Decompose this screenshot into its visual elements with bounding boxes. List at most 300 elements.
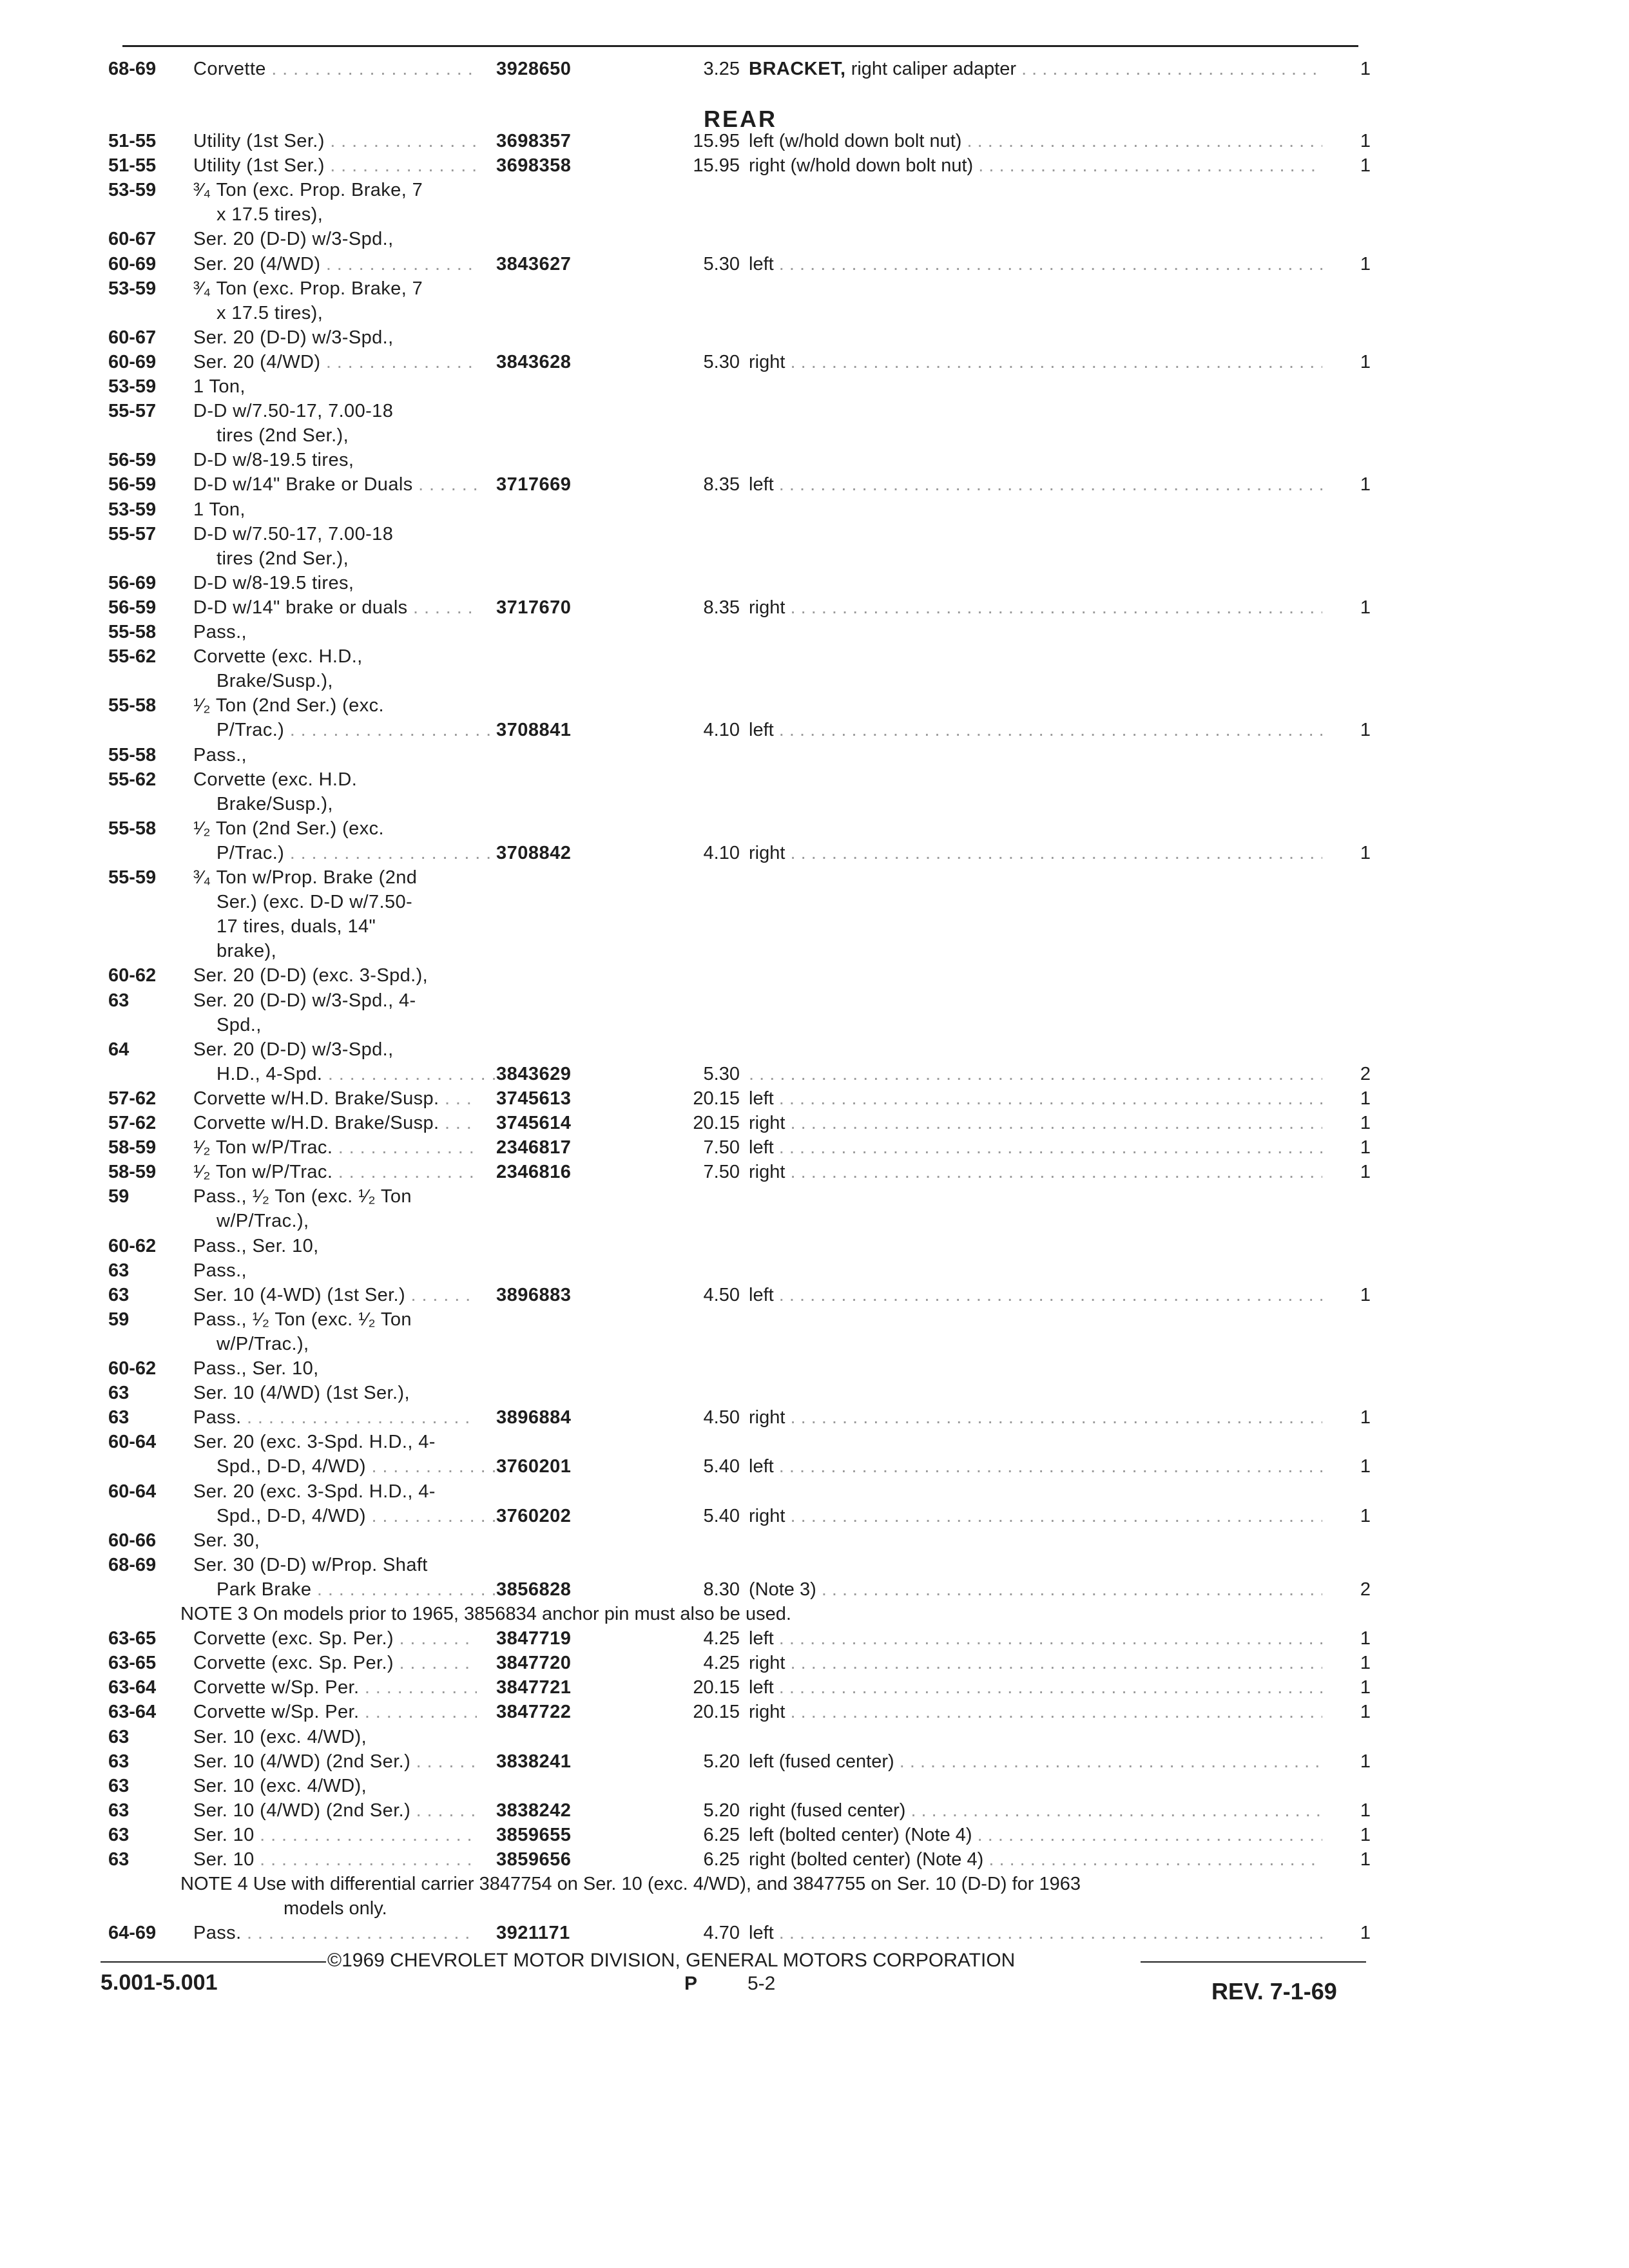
model-cell: Ser. 20 (4/WD) . . . [193,252,477,276]
model-cell: Utility (1st Ser.) . . . [193,153,477,178]
years-cell: 57-62 [108,1113,157,1133]
description-cell: right (w/hold down bolt nut) . . . [749,153,1322,178]
table-row [0,1504,1629,1530]
years-cell: 55-59 [108,867,157,888]
footer-rule-right [1141,1961,1366,1963]
table-row [0,1651,1629,1677]
model-cell: Ser. 20 (D-D) (exc. 3-Spd.), [193,965,429,986]
table-row [0,816,1629,842]
model-cell: Ser. 20 (exc. 3-Spd. H.D., 4- [193,1432,436,1452]
years-cell: 51-55 [108,131,157,151]
table-row [0,1749,1629,1775]
table-row [0,669,1629,695]
table-row [0,1528,1629,1554]
years-cell: 63-65 [108,1628,157,1649]
price-cell: 5.30 [703,1064,740,1084]
model-cell: ¹⁄₂ Ton (2nd Ser.) (exc. [193,818,384,839]
table-row [0,1283,1629,1309]
model-cell: H.D., 4-Spd. . . . [217,1062,500,1086]
years-cell: 55-57 [108,401,157,421]
price-cell: 20.15 [693,1113,740,1133]
model-cell: tires (2nd Ser.), [217,425,349,446]
price-cell: 8.35 [703,474,740,495]
quantity-cell: 1 [1360,474,1371,495]
years-cell: 53-59 [108,180,157,200]
years-cell: 63-64 [108,1702,157,1722]
years-cell: 59 [108,1309,130,1330]
years-cell: 55-57 [108,524,157,544]
years-cell: 58-59 [108,1137,157,1158]
description-cell: right . . . [749,1405,1322,1430]
model-cell: Spd., D-D, 4/WD) . . . [217,1504,500,1528]
table-row [0,1454,1629,1480]
price-cell: 20.15 [693,1702,740,1722]
description-cell: left . . . [749,1086,1322,1111]
quantity-cell: 1 [1360,1653,1371,1673]
quantity-cell: 1 [1360,1162,1371,1182]
part-number-cell: 3847721 [496,1677,572,1698]
model-cell: Ser. 10 (4/WD) (2nd Ser.) . . . [193,1749,477,1774]
table-row [0,1847,1629,1873]
model-cell: Corvette w/Sp. Per. . . . [193,1700,477,1724]
table-row [0,841,1629,867]
model-cell: ³⁄₄ Ton (exc. Prop. Brake, 7 [193,278,423,299]
years-cell: 55-58 [108,745,157,765]
part-number-cell: 3717670 [496,597,572,618]
table-row [0,571,1629,597]
part-number-cell: 3921171 [496,1923,570,1943]
table-row [0,1209,1629,1235]
part-number-cell: 3708842 [496,843,572,863]
price-cell: 5.30 [703,352,740,372]
table-row [0,1774,1629,1800]
table-row [0,472,1629,498]
description-cell: left (fused center) . . . [749,1749,1322,1774]
model-cell: Pass., ¹⁄₂ Ton (exc. ¹⁄₂ Ton [193,1186,412,1207]
model-cell: w/P/Trac.), [217,1334,309,1354]
model-cell: Ser. 20 (D-D) w/3-Spd., [193,229,394,249]
model-cell: ³⁄₄ Ton w/Prop. Brake (2nd [193,867,418,888]
table-row [0,890,1629,916]
model-cell: Ser. 10 . . . [193,1823,477,1847]
first-entry-desc-text: right caliper adapter [851,59,1017,79]
table-row [0,718,1629,744]
note-text: NOTE 4 Use with differential carrier 3847754 on Ser. 10 (exc. 4/WD), and 3847755 on Ser. 10 (D-D) for 1963 [180,1874,1081,1894]
price-cell: 5.20 [703,1751,740,1772]
quantity-cell: 1 [1360,1113,1371,1133]
years-cell: 64-69 [108,1923,157,1943]
model-cell: Pass., Ser. 10, [193,1358,319,1379]
table-row [0,693,1629,719]
quantity-cell: 1 [1360,1825,1371,1845]
first-entry-desc-bold: BRACKET, [749,59,846,79]
price-cell: 8.30 [703,1579,740,1600]
model-cell: Corvette w/H.D. Brake/Susp. . . . [193,1111,477,1135]
table-row [0,1135,1629,1161]
footer-rule-left [101,1961,326,1963]
description-cell: (Note 3) . . . [749,1577,1322,1602]
years-cell: 63 [108,1727,130,1747]
model-cell: Pass., ¹⁄₂ Ton (exc. ¹⁄₂ Ton [193,1309,412,1330]
table-row [0,914,1629,940]
quantity-cell: 1 [1360,1456,1371,1477]
price-cell: 4.10 [703,843,740,863]
model-cell: Ser. 30 (D-D) w/Prop. Shaft [193,1555,428,1575]
description-cell: right . . . [749,595,1322,620]
first-entry-model: Corvette . . . [193,57,477,81]
model-cell: Park Brake . . . [217,1577,500,1602]
model-cell: x 17.5 tires), [217,204,323,225]
model-cell: Ser. 20 (exc. 3-Spd. H.D., 4- [193,1481,436,1502]
quantity-cell: 1 [1360,1506,1371,1526]
years-cell: 56-59 [108,597,157,618]
section-heading: REAR [704,106,778,132]
part-number-cell: 3843628 [496,352,572,372]
quantity-cell: 1 [1360,131,1371,151]
part-number-cell: 3760201 [496,1456,572,1477]
model-cell: Brake/Susp.), [217,671,333,691]
price-cell: 4.10 [703,720,740,740]
model-cell: Corvette w/H.D. Brake/Susp. . . . [193,1086,477,1111]
table-row [0,1037,1629,1063]
model-cell: Pass. . . . [193,1405,477,1430]
part-number-cell: 3856828 [496,1579,572,1600]
table-row [0,276,1629,302]
price-cell: 5.40 [703,1456,740,1477]
table-row [0,1553,1629,1579]
years-cell: 63 [108,1751,130,1772]
years-cell: 56-59 [108,474,157,495]
description-cell: right . . . [749,350,1322,374]
quantity-cell: 2 [1360,1064,1371,1084]
model-cell: Ser. 20 (4/WD) . . . [193,350,477,374]
footer-revision: REV. 7-1-69 [1211,1978,1337,2004]
model-cell: Utility (1st Ser.) . . . [193,129,477,153]
years-cell: 63 [108,1285,130,1305]
table-row [0,546,1629,572]
years-cell: 63 [108,1776,130,1796]
price-cell: 5.40 [703,1506,740,1526]
description-cell: left . . . [749,252,1322,276]
years-cell: 55-58 [108,818,157,839]
table-row [0,1086,1629,1112]
footer-section-code: 5.001-5.001 [101,1970,218,1995]
description-cell: right (bolted center) (Note 4) . . . [749,1847,1322,1872]
part-number-cell: 3847720 [496,1653,572,1673]
description-cell: right . . . [749,1111,1322,1135]
table-row [0,1234,1629,1260]
years-cell: 60-62 [108,965,157,986]
years-cell: 63 [108,1825,130,1845]
model-cell: D-D w/14" Brake or Duals . . . [193,472,477,497]
part-number-cell: 3745613 [496,1088,572,1109]
years-cell: 53-59 [108,499,157,520]
description-cell: left . . . [749,1283,1322,1307]
part-number-cell: 3843629 [496,1064,572,1084]
part-number-cell: 3847722 [496,1702,572,1722]
quantity-cell: 1 [1360,352,1371,372]
quantity-cell: 1 [1360,1849,1371,1870]
footer-page-letter: P [684,1973,698,1994]
model-cell: ¹⁄₂ Ton w/P/Trac. . . . [193,1135,477,1160]
table-row [0,767,1629,793]
model-cell: P/Trac.) . . . [217,718,500,742]
price-cell: 15.95 [693,155,740,176]
years-cell: 63 [108,1407,130,1428]
price-cell: 4.50 [703,1407,740,1428]
model-cell: Spd., D-D, 4/WD) . . . [217,1454,500,1479]
model-cell: x 17.5 tires), [217,303,323,323]
table-row [0,963,1629,989]
table-row [0,1356,1629,1382]
table-row [0,1184,1629,1210]
part-number-cell: 3843627 [496,254,572,274]
table-row [0,1332,1629,1358]
table-row [0,865,1629,891]
model-cell: Ser. 10 (4-WD) (1st Ser.) . . . [193,1283,477,1307]
years-cell: 63 [108,1849,130,1870]
first-entry-price: 3.25 [703,59,740,79]
years-cell: 60-69 [108,254,157,274]
years-cell: 60-62 [108,1358,157,1379]
quantity-cell: 1 [1360,1628,1371,1649]
table-row [0,1013,1629,1039]
model-cell: Corvette (exc. Sp. Per.) . . . [193,1651,477,1675]
price-cell: 8.35 [703,597,740,618]
model-cell: Ser. 20 (D-D) w/3-Spd., 4- [193,990,416,1011]
years-cell: 58-59 [108,1162,157,1182]
table-row [0,743,1629,769]
model-cell: Corvette (exc. H.D., [193,646,363,667]
part-number-cell: 3859656 [496,1849,572,1870]
table-row [0,423,1629,449]
years-cell: 55-58 [108,695,157,716]
table-row [0,1798,1629,1824]
note-row [0,1896,1629,1922]
price-cell: 15.95 [693,131,740,151]
first-entry-row [0,57,1629,82]
years-cell: 63-65 [108,1653,157,1673]
description-cell: left . . . [749,718,1322,742]
price-cell: 4.25 [703,1628,740,1649]
years-cell: 53-59 [108,278,157,299]
years-cell: 60-69 [108,352,157,372]
years-cell: 63 [108,1800,130,1821]
model-cell: Pass. . . . [193,1921,477,1945]
years-cell: 55-62 [108,769,157,790]
years-cell: 55-62 [108,646,157,667]
quantity-cell: 1 [1360,843,1371,863]
description-cell: left . . . [749,1921,1322,1945]
model-cell: brake), [217,941,277,961]
years-cell: 56-69 [108,573,157,593]
quantity-cell: 1 [1360,1677,1371,1698]
years-cell: 60-64 [108,1432,157,1452]
part-number-cell: 3698358 [496,155,572,176]
model-cell: w/P/Trac.), [217,1211,309,1231]
model-cell: ¹⁄₂ Ton (2nd Ser.) (exc. [193,695,384,716]
quantity-cell: 1 [1360,1923,1371,1943]
quantity-cell: 1 [1360,155,1371,176]
years-cell: 60-67 [108,327,157,348]
years-cell: 60-64 [108,1481,157,1502]
description-cell: right . . . [749,841,1322,865]
description-cell: left . . . [749,1675,1322,1700]
price-cell: 20.15 [693,1088,740,1109]
model-cell: Ser.) (exc. D-D w/7.50- [217,892,413,912]
table-row [0,153,1629,179]
price-cell: 7.50 [703,1162,740,1182]
part-number-cell: 3760202 [496,1506,572,1526]
model-cell: D-D w/8-19.5 tires, [193,573,354,593]
model-cell: Ser. 10 (exc. 4/WD), [193,1776,367,1796]
quantity-cell: 1 [1360,1800,1371,1821]
model-cell: Pass., [193,745,247,765]
description-cell: left . . . [749,1454,1322,1479]
quantity-cell: 1 [1360,1285,1371,1305]
description-cell: right (fused center) . . . [749,1798,1322,1823]
table-row [0,1062,1629,1088]
years-cell: 60-66 [108,1530,157,1551]
years-cell: 56-59 [108,450,157,470]
note-row [0,1872,1629,1898]
table-row [0,522,1629,548]
model-cell: Ser. 20 (D-D) w/3-Spd., [193,327,394,348]
top-rule [122,45,1358,47]
part-number-cell: 3896884 [496,1407,572,1428]
price-cell: 6.25 [703,1825,740,1845]
years-cell: 60-62 [108,1236,157,1256]
note-row [0,1602,1629,1628]
table-row [0,644,1629,670]
description-cell: left . . . [749,472,1322,497]
description-cell [749,1062,1322,1086]
years-cell: 63 [108,990,130,1011]
table-row [0,1258,1629,1284]
model-cell: Ser. 10 (4/WD) (1st Ser.), [193,1383,410,1403]
price-cell: 7.50 [703,1137,740,1158]
table-row [0,325,1629,351]
table-row [0,1405,1629,1431]
table-row [0,252,1629,278]
part-number-cell: 3717669 [496,474,572,495]
model-cell: Pass., [193,622,247,642]
model-cell: Ser. 10 . . . [193,1847,477,1872]
model-cell: 1 Ton, [193,499,246,520]
table-row [0,301,1629,327]
table-row [0,448,1629,474]
quantity-cell: 1 [1360,1702,1371,1722]
years-cell: 53-59 [108,376,157,397]
quantity-cell: 1 [1360,597,1371,618]
table-row [0,1479,1629,1505]
model-cell: D-D w/14" brake or duals . . . [193,595,477,620]
table-row [0,1626,1629,1652]
description-cell: right . . . [749,1504,1322,1528]
table-row [0,374,1629,400]
model-cell: Spd., [217,1015,262,1035]
footer-page-number: 5-2 [747,1973,776,1994]
table-row [0,399,1629,425]
price-cell: 20.15 [693,1677,740,1698]
table-row [0,1577,1629,1603]
model-cell: Corvette (exc. H.D. [193,769,358,790]
table-row [0,227,1629,253]
first-entry-qty: 1 [1360,59,1371,79]
table-row [0,1725,1629,1751]
price-cell: 6.25 [703,1849,740,1870]
model-cell: Pass., [193,1260,247,1281]
table-row [0,620,1629,646]
years-cell: 63-64 [108,1677,157,1698]
quantity-cell: 1 [1360,254,1371,274]
part-number-cell: 3745614 [496,1113,572,1133]
table-row [0,129,1629,155]
model-cell: Ser. 10 (4/WD) (2nd Ser.) . . . [193,1798,477,1823]
years-cell: 63 [108,1383,130,1403]
quantity-cell: 1 [1360,1137,1371,1158]
price-cell: 4.50 [703,1285,740,1305]
note-text: NOTE 3 On models prior to 1965, 3856834 anchor pin must also be used. [180,1604,791,1624]
part-number-cell: 2346816 [496,1162,572,1182]
table-row [0,497,1629,523]
table-row [0,350,1629,376]
first-entry-part: 3928650 [496,59,572,79]
table-row [0,1921,1629,1946]
years-cell: 59 [108,1186,130,1207]
years-cell: 68-69 [108,1555,157,1575]
years-cell: 51-55 [108,155,157,176]
table-row [0,1430,1629,1456]
part-number-cell: 3859655 [496,1825,572,1845]
model-cell: Corvette w/Sp. Per. . . . [193,1675,477,1700]
description-cell: left (bolted center) (Note 4) . . . [749,1823,1322,1847]
model-cell: Ser. 10 (exc. 4/WD), [193,1727,367,1747]
table-row [0,1700,1629,1725]
quantity-cell: 1 [1360,720,1371,740]
quantity-cell: 1 [1360,1751,1371,1772]
table-row [0,1823,1629,1849]
table-row [0,1160,1629,1186]
model-cell: Corvette (exc. Sp. Per.) . . . [193,1626,477,1651]
description-cell: right . . . [749,1160,1322,1184]
part-number-cell: 3896883 [496,1285,572,1305]
model-cell: Ser. 20 (D-D) w/3-Spd., [193,1039,394,1060]
years-cell: 64 [108,1039,130,1060]
description-cell: left . . . [749,1135,1322,1160]
model-cell: P/Trac.) . . . [217,841,500,865]
price-cell: 4.25 [703,1653,740,1673]
table-row [0,939,1629,965]
model-cell: 17 tires, duals, 14" [217,916,376,937]
model-cell: 1 Ton, [193,376,246,397]
description-cell: right . . . [749,1651,1322,1675]
years-cell: 57-62 [108,1088,157,1109]
table-row [0,202,1629,228]
model-cell: ³⁄₄ Ton (exc. Prop. Brake, 7 [193,180,423,200]
model-cell: ¹⁄₂ Ton w/P/Trac. . . . [193,1160,477,1184]
model-cell: Brake/Susp.), [217,794,333,814]
quantity-cell: 1 [1360,1407,1371,1428]
table-row [0,792,1629,818]
description-cell: right . . . [749,1700,1322,1724]
description-cell: left (w/hold down bolt nut) . . . [749,129,1322,153]
model-cell: D-D w/8-19.5 tires, [193,450,354,470]
model-cell: Ser. 30, [193,1530,260,1551]
part-number-cell: 3847719 [496,1628,572,1649]
part-number-cell: 3698357 [496,131,572,151]
quantity-cell: 2 [1360,1579,1371,1600]
